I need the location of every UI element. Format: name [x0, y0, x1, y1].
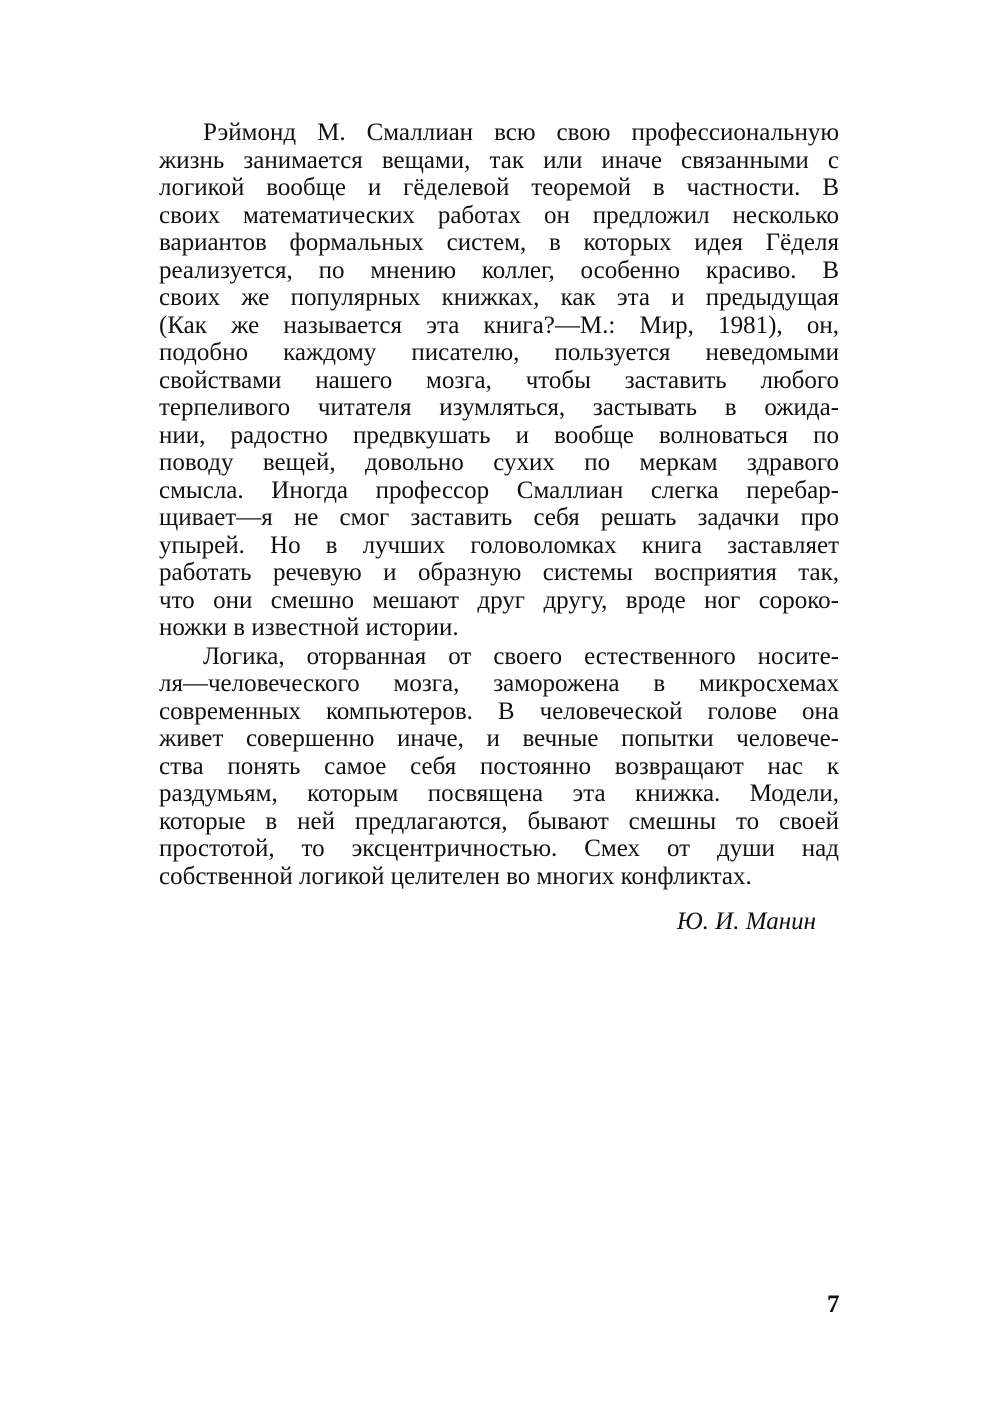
text-line: логикой вообще и гёделевой теоремой в частности. В	[159, 174, 839, 201]
text-line: живет совершенно иначе, и вечные попытки человече-	[159, 725, 839, 752]
text-line: (Как же называется эта книга?—М.: Мир, 1981), он,	[159, 311, 839, 339]
author-signature: Ю. И. Манин	[676, 908, 816, 935]
text-line: современных компьютеров. В человеческой голове она	[159, 697, 839, 725]
paragraph-1	[159, 119, 839, 642]
text-line: смысла. Иногда профессор Смаллиан слегка перебар-	[159, 476, 839, 504]
text-line: которые в ней предлагаются, бывают смешны то своей	[159, 807, 839, 835]
body-text	[159, 119, 839, 890]
text-line: раздумьям, которым посвящена эта книжка. Модели,	[159, 780, 839, 807]
text-line: своих математических работах он предложил несколько	[159, 201, 839, 229]
paragraph-2	[159, 643, 839, 891]
text-line: щивает—я не смог заставить себя решать задачки про	[159, 504, 839, 531]
text-line: ножки в известной истории.	[159, 614, 459, 641]
text-line: работать речевую и образную системы восприятия так,	[159, 559, 839, 586]
text-line: ства понять самое себя постоянно возвращают нас к	[159, 752, 839, 780]
text-line: жизнь занимается вещами, так или иначе связанными с	[159, 146, 839, 174]
text-line: вариантов формальных систем, в которых идея Гёделя	[159, 229, 839, 256]
text-line: Логика, оторванная от своего естественного носите-	[203, 642, 839, 670]
text-line: упырей. Но в лучших головоломках книга заставляет	[159, 531, 839, 559]
text-line: Рэймонд М. Смаллиан всю свою профессиональную	[203, 119, 839, 146]
text-line: поводу вещей, довольно сухих по меркам здравого	[159, 449, 839, 476]
page-number: 7	[827, 1291, 840, 1318]
text-line: своих же популярных книжках, как эта и предыдущая	[159, 284, 839, 311]
text-line: ля—человеческого мозга, заморожена в микросхемах	[159, 670, 839, 697]
text-line: терпеливого читателя изумляться, застывать в ожида-	[159, 394, 839, 421]
text-line: свойствами нашего мозга, чтобы заставить любого	[159, 366, 839, 394]
text-line: подобно каждому писателю, пользуется неведомыми	[159, 339, 839, 366]
text-line: реализуется, по мнению коллег, особенно красиво. В	[159, 256, 839, 284]
text-line: нии, радостно предвкушать и вообще волноваться по	[159, 421, 839, 449]
text-line: простотой, то эксцентричностью. Смех от души над	[159, 835, 839, 862]
text-line: собственной логикой целителен во многих конфликтах.	[159, 862, 752, 890]
text-line: что они смешно мешают друг другу, вроде ног сороко-	[159, 586, 839, 614]
